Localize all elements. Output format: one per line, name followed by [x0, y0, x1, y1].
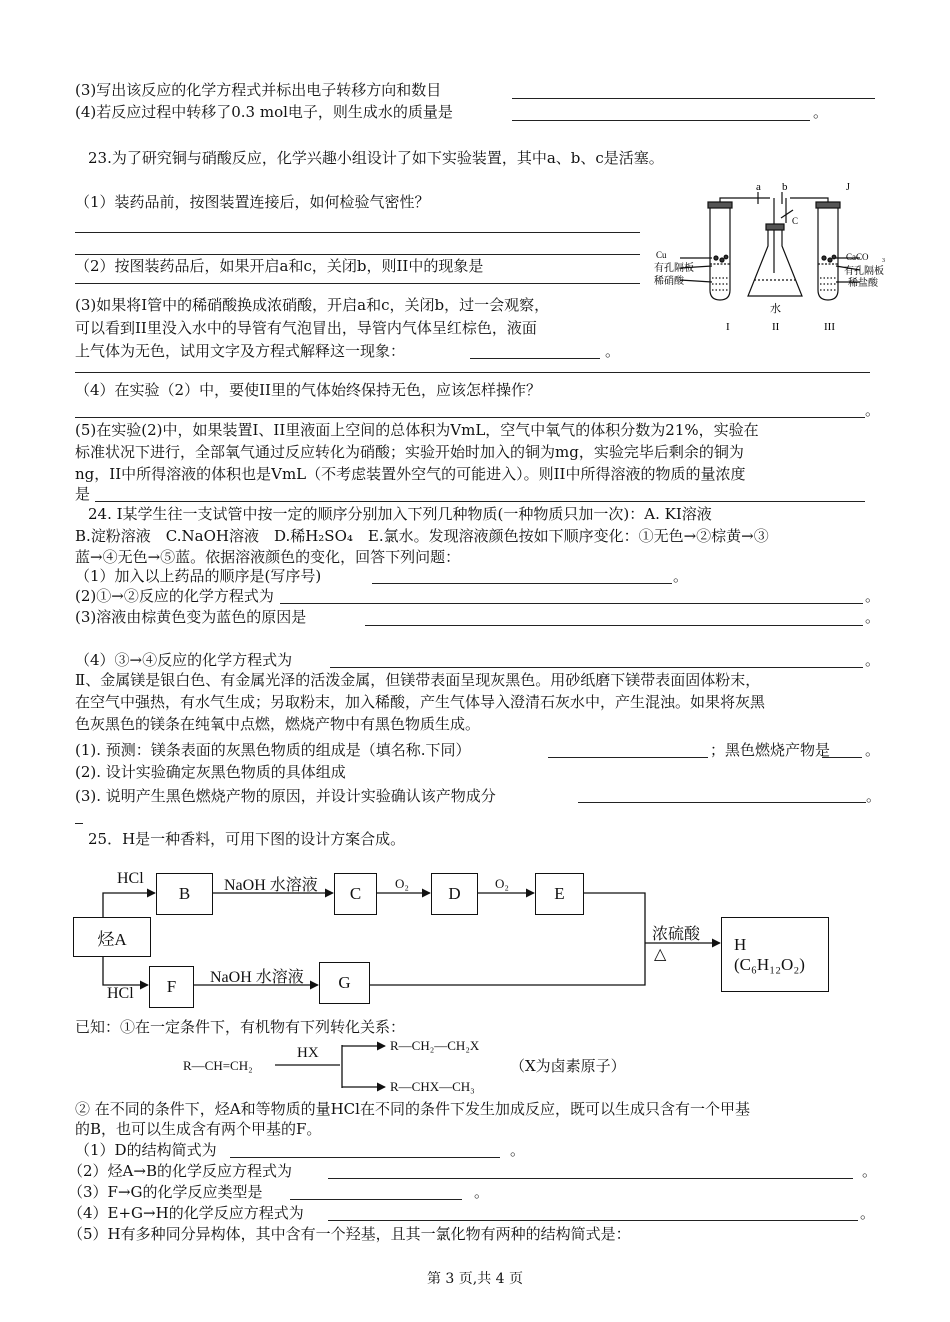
- q22-part4-end: 。: [813, 103, 829, 121]
- q24-line3: 蓝→④无色→⑤蓝。依据溶液颜色的变化，回答下列问题：: [75, 548, 461, 566]
- box-f: F: [149, 966, 194, 1008]
- q25-part5: （5）H有多种同分异构体，其中含有一个羟基，且其一氯化物有两种的结构简式是：: [68, 1225, 631, 1243]
- page-footer: 第 3 页,共 4 页: [426, 1271, 524, 1287]
- q24-part2-end: 。: [865, 587, 881, 605]
- caco3-subscript: 3: [882, 258, 885, 264]
- reagent-o2-2: O₂: [495, 876, 509, 891]
- q23-part3-line2: 可以看到II里没入水中的导管有气泡冒出，导管内气体呈红棕色，液面: [75, 319, 537, 337]
- known-reagent-hx: HX: [297, 1045, 319, 1061]
- q24-part1-end: 。: [673, 567, 689, 585]
- q25-part4-end: 。: [860, 1204, 876, 1222]
- known-x-note: （X为卤素原子）: [510, 1057, 626, 1075]
- q24-part3-end: 。: [865, 608, 881, 626]
- q24-ii-line3: 色灰黑色的镁条在纯氧中点燃，燃烧产物中有黑色物质生成。: [75, 715, 481, 733]
- q25-known2-line1: ② 在不同的条件下，烃A和等物质的量HCl在不同的条件下发生加成反应，既可以生成只含有一个甲基: [75, 1100, 750, 1118]
- valve-b-label: b: [782, 181, 788, 193]
- q22-part3: (3)写出该反应的化学方程式并标出电子转移方向和数目: [75, 81, 442, 99]
- q25-part3-end: 。: [474, 1183, 490, 1201]
- valve-a-label: a: [756, 181, 761, 193]
- q23-intro: 23.为了研究铜与硝酸反应，化学兴趣小组设计了如下实验装置，其中a、b、c是活塞。: [88, 149, 664, 167]
- q23-part5-line1: (5)在实验(2)中，如果装置I、II里液面上空间的总体积为VmL，空气中氧气的体积分数为21%，实验在: [75, 421, 759, 439]
- box-c: C: [334, 873, 377, 915]
- box-hydrocarbon-a: 烃A: [73, 917, 151, 957]
- label-cu: Cu: [656, 250, 667, 260]
- q25-part3-answer-line[interactable]: [290, 1199, 462, 1200]
- valve-c-label: C: [792, 216, 799, 226]
- q24-part4: （4）③→④反应的化学方程式为: [75, 651, 293, 669]
- q24-ii-part1-end: 。: [865, 741, 881, 759]
- reagent-hcl-top: HCl: [117, 870, 144, 887]
- q23-part3-line3: 上气体为无色，试用文字及方程式解释这一现象：: [75, 342, 406, 360]
- q25-part1-end: 。: [510, 1141, 526, 1159]
- q25-known-title: 已知：①在一定条件下，有机物有下列转化关系：: [75, 1018, 406, 1036]
- q25-part4-answer-line[interactable]: [328, 1220, 858, 1221]
- label-caco3: CaCO: [846, 252, 869, 262]
- known-reactant: R—CH=CH₂: [183, 1058, 253, 1073]
- q22-part4: (4)若反应过程中转移了0.3 mol电子，则生成水的质量是: [75, 103, 453, 121]
- q25-part4: （4）E+G→H的化学反应方程式为: [68, 1204, 304, 1222]
- reagent-hcl-bottom: HCl: [107, 985, 134, 1002]
- known-product-2: R—CHX—CH₃: [390, 1079, 475, 1094]
- reagent-conc-sulfuric: 浓硫酸: [652, 926, 701, 943]
- known-product-1: R—CH₂—CH₂X: [390, 1038, 480, 1053]
- q23-part1: （1）装药品前，按图装置连接后，如何检验气密性？: [75, 193, 430, 211]
- q25-part2-answer-line[interactable]: [328, 1178, 853, 1179]
- box-d: D: [431, 873, 478, 915]
- label-tube-1: I: [726, 321, 730, 333]
- q24-part3: (3)溶液由棕黄色变为蓝色的原因是: [75, 608, 307, 626]
- q24-part2: (2)①→②反应的化学方程式为: [75, 587, 274, 605]
- q24-ii-line2: 在空气中强热，有水气生成；另取粉末，加入稀酸，产生气体导入澄清石灰水中，产生混浊。如果将灰黑: [75, 693, 766, 711]
- label-dilute-nitric-acid: 稀硝酸: [654, 276, 684, 287]
- box-g: G: [319, 962, 370, 1004]
- q23-part4-end: 。: [865, 401, 881, 419]
- q24-part1: （1）加入以上药品的顺序是(写序号): [75, 567, 322, 585]
- q23-part5-line2: 标准状况下进行，全部氧气通过反应转化为硝酸；实验开始时加入的铜为mg，实验完毕后剩余的铜为: [75, 443, 744, 461]
- q23-part3-line1: (3)如果将I管中的稀硝酸换成浓硝酸，开启a和c，关闭b，过一会观察，: [75, 296, 550, 314]
- q23-part2: （2）按图装药品后，如果开启a和c，关闭b，则II中的现象是: [75, 257, 484, 275]
- label-j: J: [846, 182, 850, 193]
- q24-line1: 24. Ⅰ某学生往一支试管中按一定的顺序分别加入下列几种物质(一种物质只加一次)：A. KI溶液: [88, 505, 712, 523]
- q24-ii-part1a: (1). 预测：镁条表面的灰黑色物质的组成是（填名称.下同）: [75, 741, 471, 759]
- q23-part5-line4: 是: [75, 485, 91, 503]
- q24-line2: B.淀粉溶液 C.NaOH溶液 D.稀H₂SO₄ E.氯水。发现溶液颜色按如下顺序变化：①无色→②棕黄→③: [75, 527, 769, 545]
- box-h-label: H: [734, 934, 747, 954]
- q25-intro: 25．H是一种香料，可用下图的设计方案合成。: [88, 830, 406, 848]
- reagent-o2-1: O₂: [395, 876, 409, 891]
- q25-known2-line2: 的B，也可以生成含有两个甲基的F。: [75, 1120, 322, 1138]
- label-porous-left: 有孔隔板: [654, 263, 694, 274]
- q24-ii-part3-end: 。: [866, 787, 882, 805]
- q24-ii-part1b: ；黑色燃烧产物是: [710, 741, 831, 759]
- q23-part4: （4）在实验（2）中，要使II里的气体始终保持无色，应该怎样操作？: [75, 381, 541, 399]
- reagent-heat: △: [654, 946, 667, 963]
- label-tube-3: III: [824, 321, 835, 333]
- label-dilute-hcl: 稀盐酸: [848, 278, 878, 289]
- box-b: B: [156, 873, 213, 915]
- q25-part1: （1）D的结构简式为: [75, 1141, 217, 1159]
- q24-ii-part3: (3). 说明产生黑色燃烧产物的原因，并设计实验确认该产物成分: [75, 787, 496, 805]
- q25-part2: （2）烃A→B的化学反应方程式为: [68, 1162, 292, 1180]
- q23-part3-end: 。: [605, 342, 621, 360]
- q25-part2-end: 。: [862, 1162, 878, 1180]
- box-h-formula: (C₆H₁₂O₂): [734, 954, 805, 974]
- reagent-naoh-bottom: NaOH 水溶液: [210, 969, 304, 986]
- q25-part3: （3）F→G的化学反应类型是: [68, 1183, 263, 1201]
- q24-ii-line1: Ⅱ、金属镁是银白色、有金属光泽的活泼金属，但镁带表面呈现灰黑色。用砂纸磨下镁带表面固体粉末，: [75, 671, 761, 689]
- q25-part1-answer-line[interactable]: [230, 1157, 500, 1158]
- label-porous-right: 有孔隔板: [844, 266, 884, 277]
- q23-part5-line3: ng，II中所得溶液的体积也是VmL（不考虑装置外空气的可能进入）。则II中所得溶液的物质的量浓度: [75, 465, 746, 483]
- label-water: 水: [770, 303, 781, 315]
- q24-part4-end: 。: [865, 651, 881, 669]
- box-h: [721, 917, 829, 992]
- box-e: E: [535, 873, 584, 915]
- label-tube-2: II: [772, 321, 780, 333]
- q24-ii-part2: (2). 设计实验确定灰黑色物质的具体组成: [75, 763, 346, 781]
- reagent-naoh-top: NaOH 水溶液: [224, 877, 318, 894]
